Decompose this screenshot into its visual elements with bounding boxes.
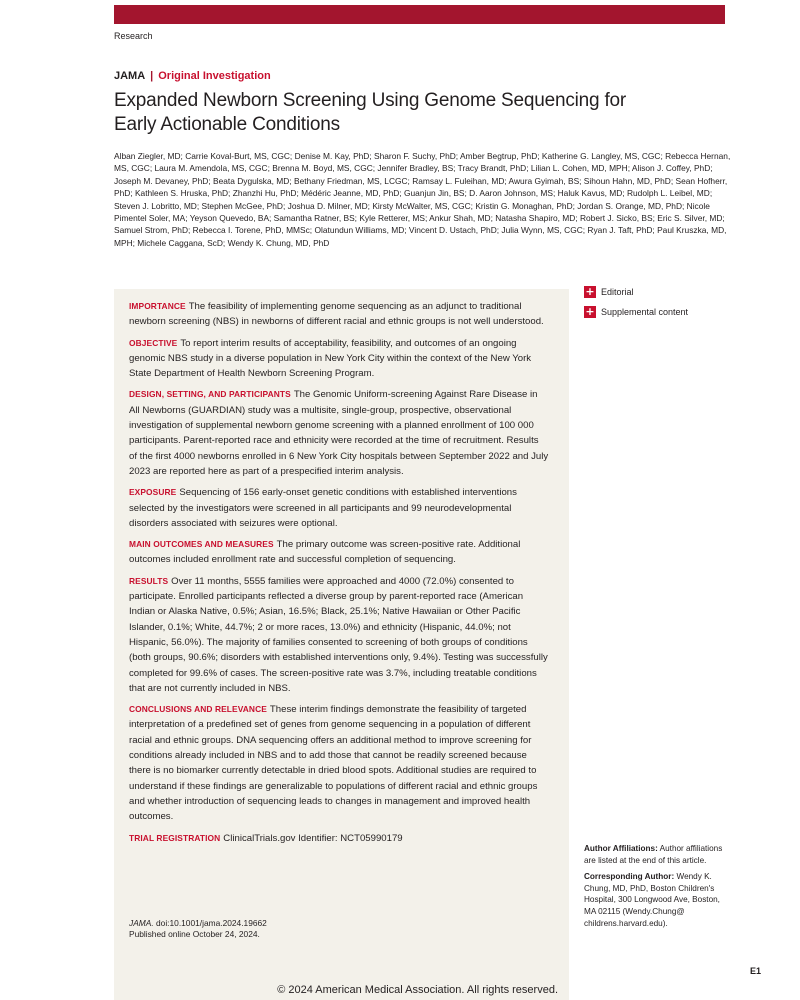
abstract-text: To report interim results of acceptability, feasibility, and outcomes of an ongoing genomic NBS study in a diverse population in New York City within the context of the New York State Department of Health Newborn Screening Program.	[129, 337, 532, 380]
abstract-exposure	[129, 485, 549, 531]
abstract-label: DESIGN, SETTING, AND PARTICIPANTS	[129, 389, 291, 400]
article-title: Expanded Newborn Screening Using Genome Sequencing for Early Actionable Conditions	[114, 90, 627, 135]
abstract-label: IMPORTANCE	[129, 301, 186, 311]
abstract-label: CONCLUSIONS AND RELEVANCE	[129, 704, 267, 715]
plus-icon: +	[585, 305, 595, 318]
abstract-objective	[129, 336, 549, 382]
abstract-text: Sequencing of 156 early-onset genetic conditions with established interventions selected by the investigators were screened in all participants and 99 neurodevelopmental disorders associated with seizures were optional.	[129, 487, 517, 529]
affiliations-note	[584, 843, 729, 866]
abstract-label: MAIN OUTCOMES AND MEASURES	[129, 539, 274, 550]
abstract-design	[129, 387, 549, 479]
abstract-label: TRIAL REGISTRATION	[129, 832, 221, 843]
corresponding-text: Wendy K. Chung, MD, PhD, Boston Children's Hospital, 300 Longwood Ave, Boston, MA 02115 (Wendy.Chung@ childrens.harvard.edu).	[584, 872, 720, 928]
section-label: Research	[114, 31, 153, 41]
editorial-link[interactable]	[584, 285, 688, 299]
corresponding-label: Corresponding Author:	[584, 872, 675, 882]
journal-separator: |	[150, 70, 154, 82]
affiliations-text: Author affiliations are listed at the end of this article.	[584, 844, 723, 865]
abstract	[129, 299, 549, 852]
author-affiliations	[584, 843, 729, 934]
abstract-text: The feasibility of implementing genome sequencing as an adjunct to traditional newborn screening (NBS) in newborns of different racial and ethnic groups is not well understood.	[129, 301, 544, 328]
abstract-label: RESULTS	[129, 575, 169, 586]
copyright-notice: © 2024 American Medical Association. All rights reserved.	[277, 984, 558, 996]
trial-registration-link[interactable]: ClinicalTrials.gov Identifier: NCT05990179	[223, 832, 403, 844]
editorial-link-label: Editorial	[601, 287, 634, 297]
abstract-conclusions	[129, 702, 549, 824]
page-number: E1	[750, 966, 762, 976]
doi-line	[129, 918, 267, 929]
abstract-label: EXPOSURE	[129, 487, 177, 498]
journal-name: JAMA	[114, 70, 146, 82]
abstract-text: These interim findings demonstrate the feasibility of targeted interpretation of a predefined set of genes from genome sequencing in a population of different racial and ethnic groups. DNA sequencing offers an additional method to improve screening for conditions already included in NBS and to add those that cannot be readily screened because there is no biomarker currently detectable in dried blood spots. Additional studies are required to understand if these findings are generalizable to populations of different racial and ethnic groups and whether introduction of sequencing leads to changes in management and improved health outcomes.	[129, 704, 538, 823]
affiliations-label: Author Affiliations:	[584, 844, 658, 853]
abstract-results	[129, 574, 549, 696]
header-color-bar	[114, 5, 725, 24]
author-list: Alban Ziegler, MD; Carrie Koval-Burt, MS, CGC; Denise M. Kay, PhD; Sharon F. Suchy, PhD; Amber Begtrup, PhD; Katherine G. Langley, MS, CGC; Rebecca Hernan, MS, CGC; Laura M. Amendola, MS, CGC; Brenna M. Boyd, MS, CGC; Jennifer Bradley, BS; Tracy Brandt, PhD; Lilian L. Cohen, MD, MPH; Alison J. Coffey, PhD; Joseph M. Devaney, PhD; Beata Dygulska, MD; Bethany Friedman, MS, LCGC; Ramsay L. Fuleihan, MD; Awura Gyimah, BS; Sihoun Hahn, MD, PhD; Sean Hofherr, PhD; Kathleen S. Hruska, PhD; Zhanzhi Hu, PhD; Médéric Jeanne, MD, PhD; Guanjun Jin, BS; D. Aaron Johnson, MS; Haluk Kavus, MD; Rudolph L. Leibel, MD; Steven J. Lobritto, MD; Stephen McGee, PhD; Joshua D. Milner, MD; Kirsty McWalter, MS, CGC; Kristin G. Monaghan, PhD; Jordan S. Orange, MD, PhD; Nicole Pimentel Soler, MA; Yeyson Quevedo, BA; Samantha Ratner, BS; Kyle Retterer, MS; Ankur Shah, MD; Natasha Shapiro, MD; Robert J. Sicko, BS; Eric S. Silver, MD; Samuel Strom, PhD; Rebecca I. Torene, PhD, MMSc; Olatundun Williams, MD; Vincent D. Ustach, PhD; Julia Wynn, MS, CGC; Ryan J. Taft, PhD; Paul Kruszka, MD, MPH; Michele Caggana, ScD; Wendy K. Chung, MD, PhD	[114, 151, 731, 248]
abstract-text: Over 11 months, 5555 families were approached and 4000 (72.0%) consented to participate. Enrolled participants reflected a diverse group by parent-reported race (American Indian or Alaska Native, 0.5%; Asian, 16.5%; Black, 25.1%; Native Hawaiian or Other Pacific Islander, 0.1%; White, 44.7%; 2 or more races, 13.0%) and ethnicity (Hispanic, 44.0%; not Hispanic, 56.0%). The majority of families consented to screening of both groups of conditions (both groups, 90.6%; disorders with established interventions only, 9.4%). Testing was successfully completed for 99.6% of cases. The screen-positive rate was 3.7%, including treatable conditions that are not currently included in NBS.	[129, 575, 548, 694]
abstract-importance	[129, 299, 549, 330]
supplemental-link-label: Supplemental content	[601, 307, 689, 317]
abstract-outcomes	[129, 537, 549, 568]
abstract-label: OBJECTIVE	[129, 337, 178, 348]
doi-journal: JAMA.	[129, 918, 154, 928]
supplemental-content-link[interactable]	[584, 305, 688, 319]
corresponding-author	[584, 871, 729, 929]
related-links	[584, 285, 688, 325]
abstract-trial-registration	[129, 831, 549, 846]
journal-line	[114, 70, 271, 82]
published-date: Published online October 24, 2024.	[129, 929, 260, 940]
abstract-text: The Genomic Uniform-screening Against Rare Disease in All Newborns (GUARDIAN) study was a multisite, single-group, prospective, observational investigation of supplemental newborn genome screening with a planned enrollment of 100 000 participants. Parent-reported race and ethnicity were recorded at the time of recruitment. Results of the first 4000 newborns enrolled in 6 New York City hospitals between September 2022 and July 2023 are reported here as part of a prespecified interim analysis.	[129, 389, 549, 477]
doi-link[interactable]: doi:10.1001/jama.2024.19662	[156, 918, 267, 928]
plus-icon: +	[585, 285, 595, 298]
citation-info	[129, 918, 267, 940]
article-type: Original Investigation	[158, 70, 271, 82]
abstract-text: The primary outcome was screen-positive rate. Additional outcomes included enrollment rate and successful completion of sequencing.	[129, 539, 521, 566]
